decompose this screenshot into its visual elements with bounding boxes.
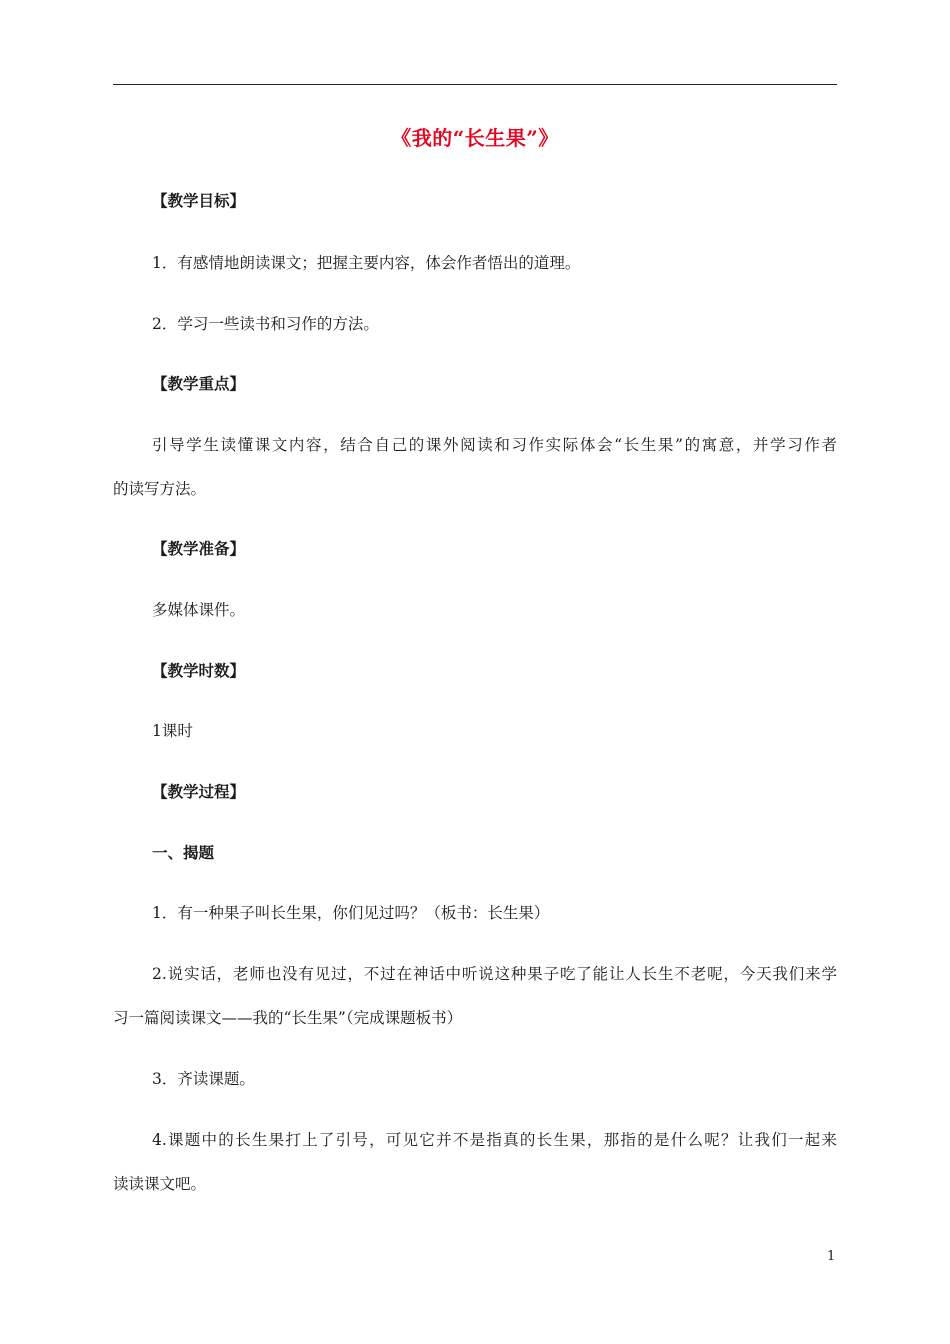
hours-text: 1课时 [152, 722, 193, 740]
objectives-heading: 【教学目标】 [152, 191, 246, 210]
focus-heading: 【教学重点】 [152, 374, 246, 393]
step-3: 3．齐读课题。 [152, 1070, 255, 1088]
document-title: 《我的“长生果”》 [391, 126, 559, 150]
objective-2: 2．学习一些读书和习作的方法。 [152, 315, 379, 333]
hours-heading: 【教学时数】 [152, 661, 246, 680]
focus-text-line-1: 引导学生读懂课文内容，结合自己的课外阅读和习作实际体会“长生果”的寓意，并学习作者 [152, 436, 837, 454]
page-number: 1 [827, 1249, 836, 1264]
step-4-line-2: 读读课文吧。 [113, 1175, 207, 1193]
step-2-line-1: 2.说实话，老师也没有见过，不过在神话中听说这种果子吃了能让人长生不老呢，今天我们来学 [152, 965, 837, 983]
prep-text: 多媒体课件。 [152, 601, 246, 619]
step-2-line-2: 习一篇阅读课文——我的“长生果”（完成课题板书） [113, 1009, 463, 1027]
step-4-line-1: 4.课题中的长生果打上了引号，可见它并不是指真的长生果，那指的是什么呢？让我们一起来 [152, 1131, 837, 1149]
step-1: 1．有一种果子叫长生果，你们见过吗？（板书：长生果） [152, 904, 550, 922]
header-rule [113, 84, 837, 85]
prep-heading: 【教学准备】 [152, 539, 246, 558]
objective-1: 1．有感情地朗读课文；把握主要内容，体会作者悟出的道理。 [152, 254, 581, 272]
section-1-heading: 一、揭题 [152, 843, 215, 862]
process-heading: 【教学过程】 [152, 782, 246, 801]
focus-text-line-2: 的读写方法。 [113, 480, 207, 498]
